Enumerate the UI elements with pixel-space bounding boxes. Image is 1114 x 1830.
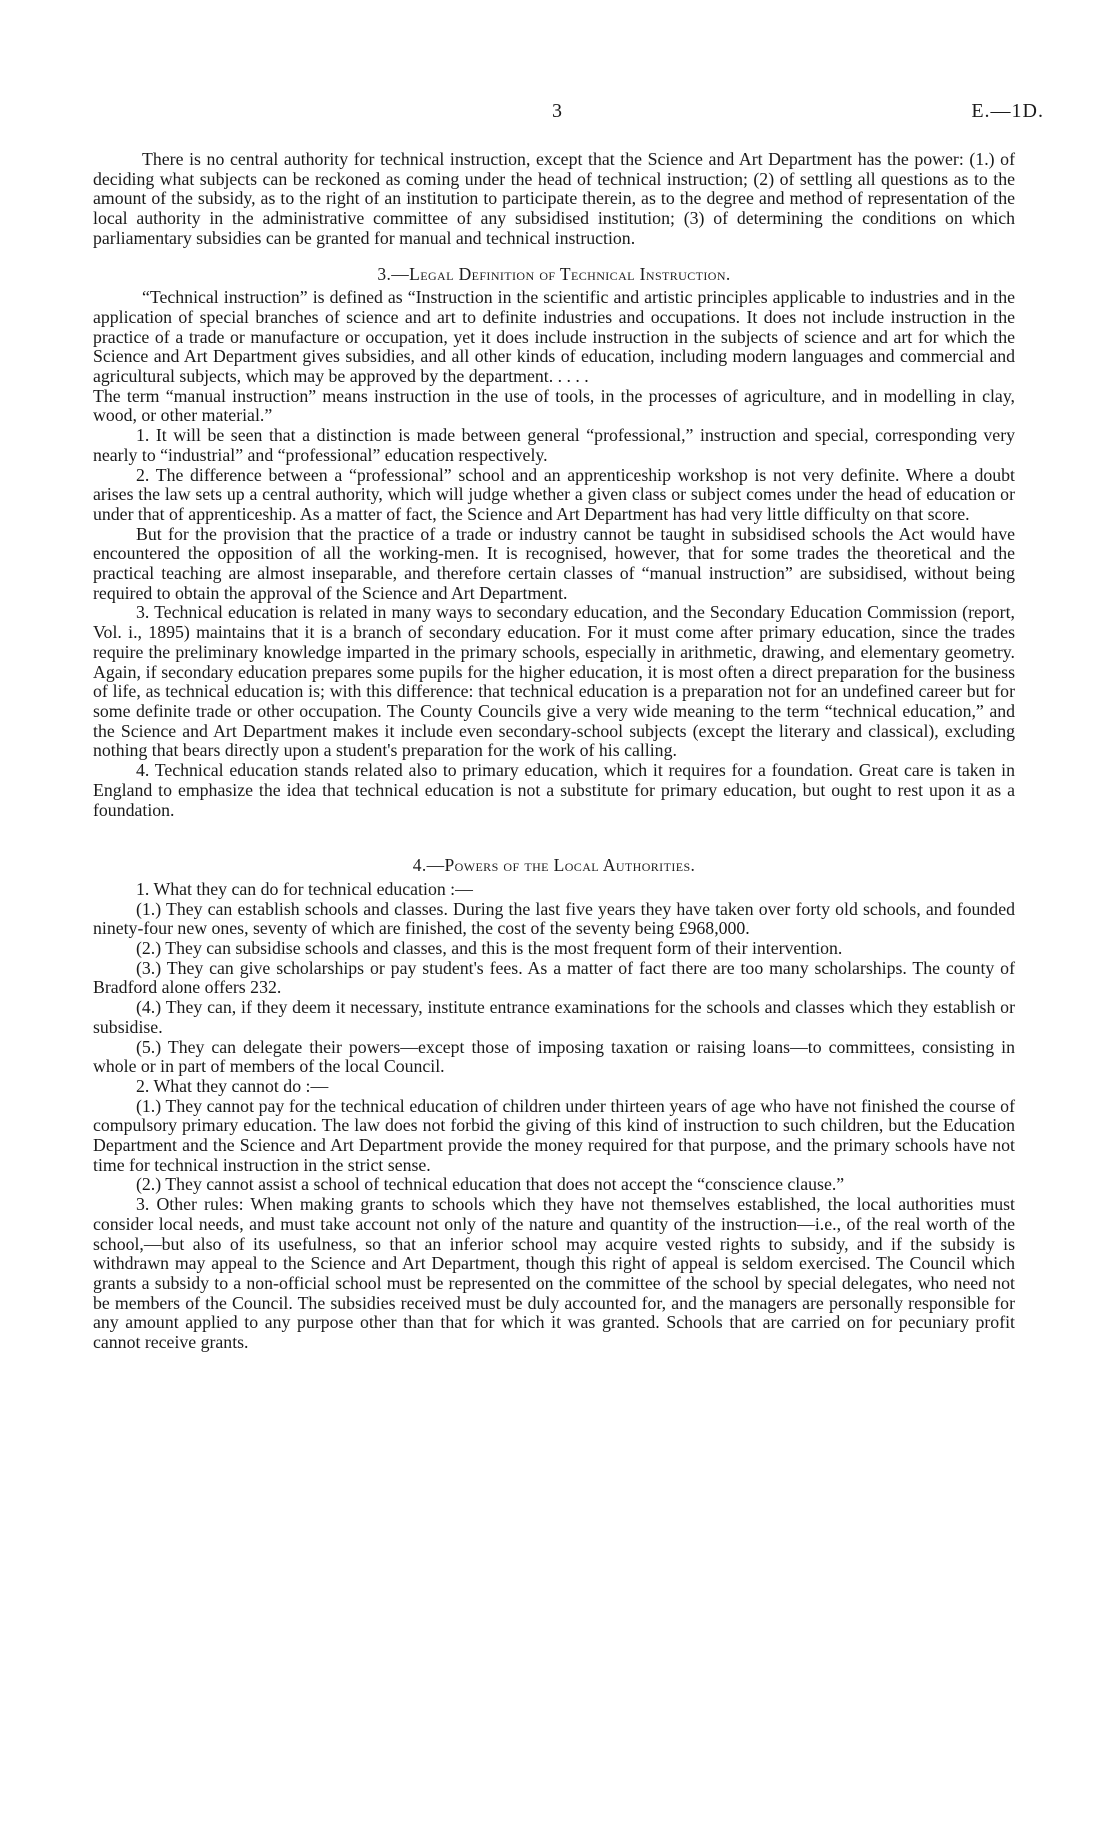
manual-instruction-paragraph: The term “manual instruction” means instruction in the use of tools, in the processes of agriculture, and in modelling in clay, wood, or other material.” [93, 385, 1015, 426]
page-number: 3 [552, 100, 562, 122]
intro-paragraph: There is no central authority for technical instruction, except that the Science and Art Department has the power: (1.) of deciding what subjects can be reckoned as coming under the head of technical instruction; (2) of settling all questions as to the amount of the subsidy, as to the right of an institution to participate therein, as to the degree and method of representation of the local authority in the administrative committee of any subsidised institution; (3) of determining the conditions on which parliamentary subsidies can be granted for manual and technical instruction. [93, 149, 1015, 248]
definition-paragraph: “Technical instruction” is defined as “Instruction in the scientific and artistic principles applicable to industries and in the application of special branches of science and art to definite industries and occupations. It does not include instruction in the practice of a trade or manufacture or occupation, yet it does include instruction in the subjects of science and art for which the Science and Art Department gives subsidies, and all other kinds of education, including modern languages and commercial and agricultural subjects, which may be approved by the department. . . . . [93, 287, 1015, 387]
section-3-point-4: 4. Technical education stands related also to primary education, which it requires for a foundation. Great care is taken in England to emphasize the idea that technical education is not a substitute for primary education, but ought to rest upon it as a foundation. [93, 760, 1015, 820]
section-3-point-1: 1. It will be seen that a distinction is made between general “professional,” instruction and special, corresponding very nearly to “industrial” and “professional” education respectively. [93, 425, 1015, 465]
can-do-item-3: (3.) They can give scholarships or pay student's fees. As a matter of fact there are too many scholarships. The county of Bradford alone offers 232. [93, 957, 1015, 998]
can-do-heading: 1. What they can do for technical education :— [136, 878, 473, 899]
cannot-do-heading: 2. What they cannot do :— [136, 1075, 329, 1096]
section-3-point-3: 3. Technical education is related in many ways to secondary education, and the Secondary Education Commission (report, Vol. i., 1895) maintains that it is a branch of secondary education. For it must come after primary education, since the trades require the preliminary knowledge imparted in the primary schools, especially in arithmetic, drawing, and elementary geometry. Again, if secondary education prepares some pupils for the higher education, it is most often a direct preparation for the business of life, as technical education is; with this difference: that technical education is a preparation not for an undefined career but for some definite trade or other occupation. The County Councils give a very wide meaning to the term “technical education,” and the Science and Art Department makes it include even secondary-school subjects (except the literary and classical), excluding nothing that bears directly upon a student's preparation for the work of his calling. [93, 602, 1015, 761]
page-body [93, 150, 1015, 1353]
can-do-item-4: (4.) They can, if they deem it necessary, institute entrance examinations for the schools and classes which they establish or subsidise. [93, 997, 1015, 1037]
section-3-point-2-continued: But for the provision that the practice of a trade or industry cannot be taught in subsidised schools the Act would have encountered the opposition of all the working-men. It is recognised, however, that for some trades the theoretical and the practical teaching are almost inseparable, and therefore certain classes of “manual instruction” are subsidised, without being required to obtain the approval of the Science and Art Department. [93, 523, 1015, 603]
section-3-point-2: 2. The difference between a “professional” school and an apprenticeship workshop is not very definite. Where a doubt arises the law sets up a central authority, which will judge whether a given class or subject comes under the head of education or under that of apprenticeship. As a matter of fact, the Science and Art Department has had very little difficulty on that score. [93, 464, 1015, 524]
section-3-heading: 3.—Legal Definition of Technical Instruction. [377, 263, 731, 284]
cannot-do-item-1: (1.) They cannot pay for the technical education of children under thirteen years of age who have not finished the course of compulsory primary education. The law does not forbid the giving of this kind of instruction to such children, but the Education Department and the Science and Art Department provide the money required for that purpose, and the primary schools have not time for technical instruction in the strict sense. [93, 1095, 1015, 1175]
page-header [0, 100, 1114, 130]
other-rules-paragraph: 3. Other rules: When making grants to schools which they have not themselves established, the local authorities must consider local needs, and must take account not only of the nature and quantity of the instruction—i.e., of the real worth of the school,—but also of its usefulness, so that an inferior school may acquire vested rights to subsidy, and if the subsidy is withdrawn may appeal to the Science and Art Department, though this right of appeal is seldom exercised. The Council which grants a subsidy to a non-official school must be represented on the committee of the school by special delegates, who need not be members of the Council. The subsidies received must be duly accounted for, and the managers are personally responsible for any amount applied to any purpose other than that for which it was granted. Schools that are carried on for pecuniary profit cannot receive grants. [93, 1194, 1015, 1353]
can-do-item-2: (2.) They can subsidise schools and classes, and this is the most frequent form of their intervention. [136, 938, 843, 959]
document-reference: E.—1D. [971, 100, 1044, 122]
can-do-item-5: (5.) They can delegate their powers—except those of imposing taxation or raising loans—to committees, consisting in whole or in part of members of the local Council. [93, 1036, 1015, 1077]
cannot-do-item-2: (2.) They cannot assist a school of technical education that does not accept the “conscience clause.” [136, 1174, 845, 1195]
can-do-item-1: (1.) They can establish schools and classes. During the last five years they have taken over forty old schools, and founded ninety-four new ones, seventy of which are finished, the cost of the seventy being £968,000. [93, 898, 1015, 939]
section-4-heading: 4.—Powers of the Local Authorities. [412, 855, 696, 876]
